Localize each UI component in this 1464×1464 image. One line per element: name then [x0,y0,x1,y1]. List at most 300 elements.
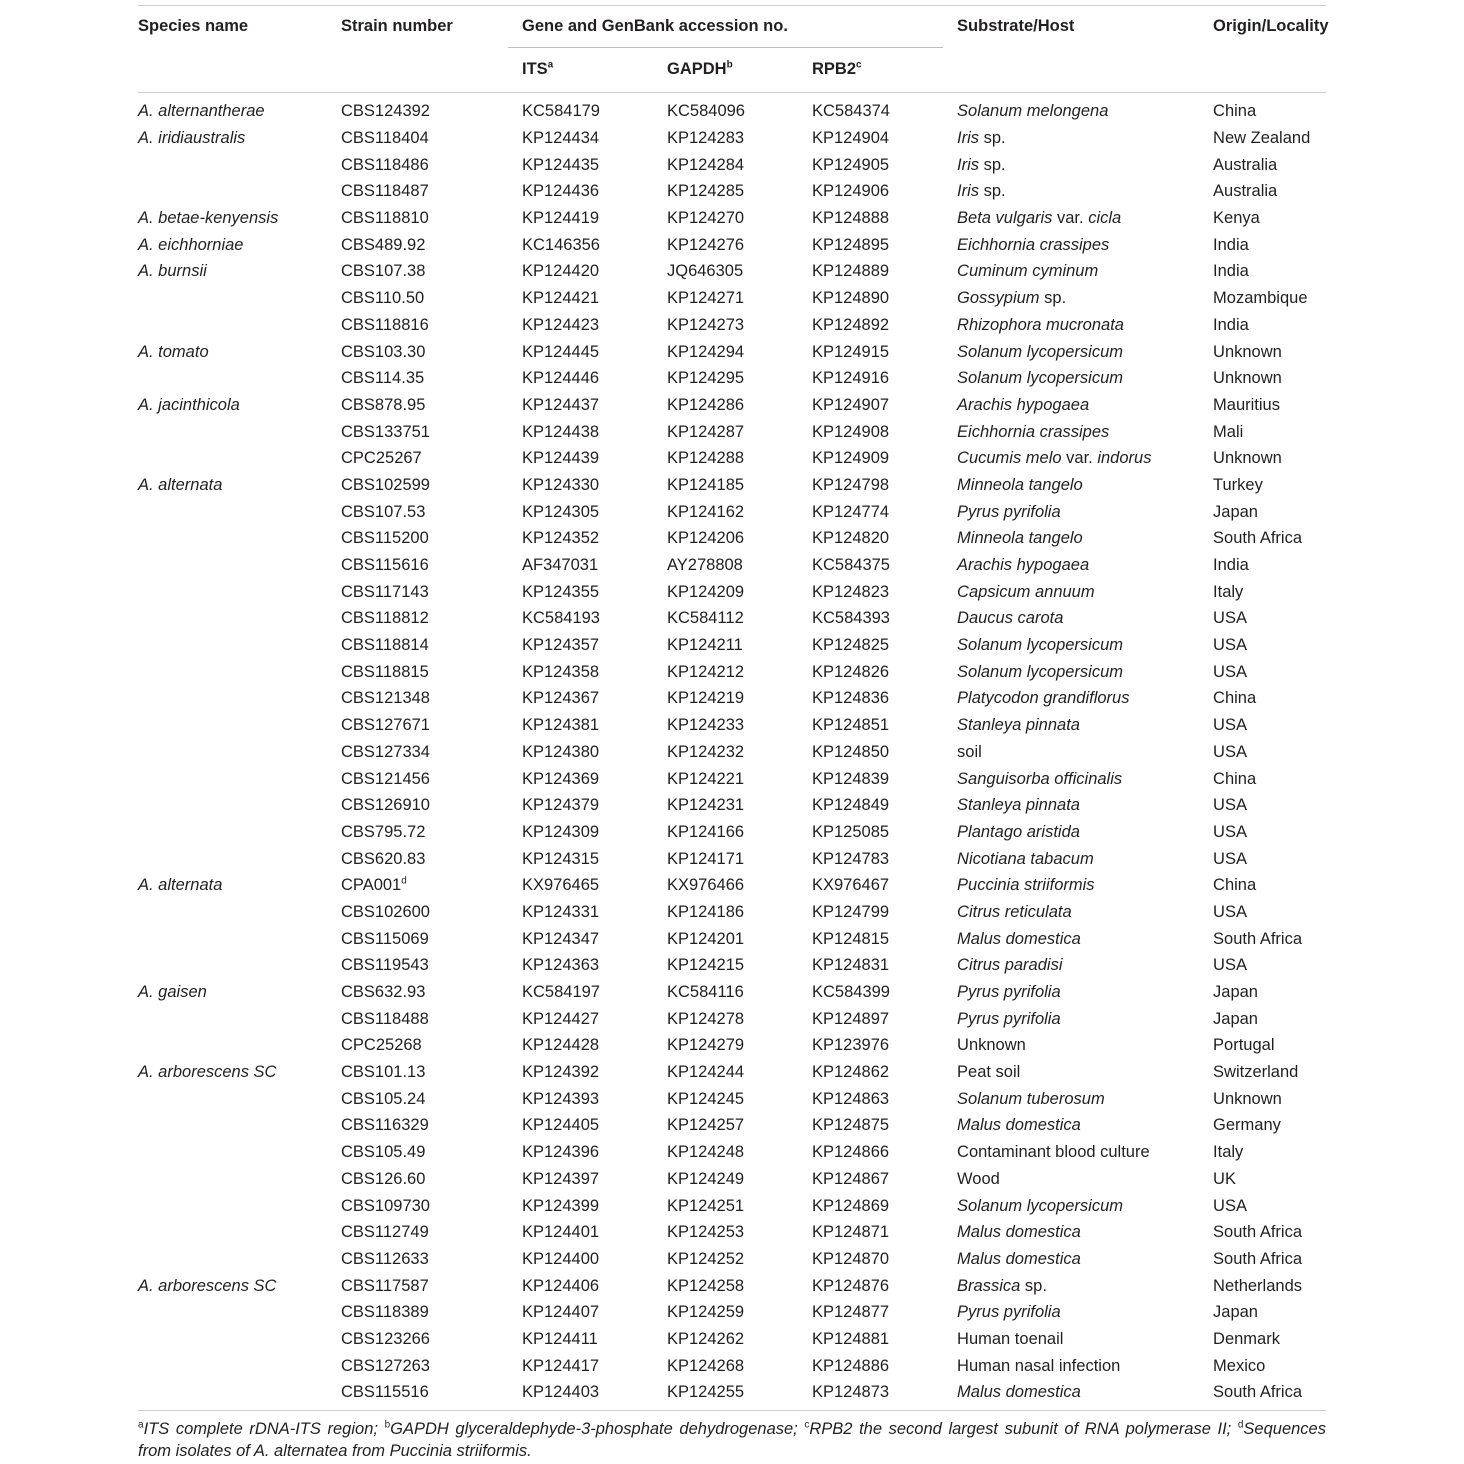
species-cell [138,1166,341,1193]
strain-cell: CBS632.93 [341,983,426,1002]
table-row [138,659,1326,686]
header-strain: Strain number [341,17,453,35]
strain-cell: CBS109730 [341,1196,430,1215]
gapdh-cell: JQ646305 [667,262,744,281]
rpb2-cell: KP124892 [812,315,890,334]
footnote-a-text: ITS complete rDNA-ITS region; [143,1420,385,1438]
table-row [138,1033,1326,1060]
its-cell: KP124419 [522,209,600,228]
species-cell: A. betae-kenyensis [138,209,279,228]
strain-cell: CBS119543 [341,956,429,975]
table-row [138,606,1326,633]
its-cell: KP124381 [522,716,600,735]
its-cell: KP124400 [522,1249,600,1268]
its-cell: KC584197 [522,983,600,1002]
header-blank-origin [1199,48,1326,92]
table-footnote [138,1418,1326,1462]
origin-cell: USA [1213,796,1247,815]
table-row [138,1059,1326,1086]
substrate-cell: Citrus reticulata [957,902,1072,921]
species-cell [138,152,341,179]
gapdh-cell: KP124288 [667,449,745,468]
gapdh-cell: KP124273 [667,315,745,334]
table-row [138,419,1326,446]
strain-cell: CBS102599 [341,475,430,494]
table-row [138,872,1326,899]
origin-cell: Germany [1213,1116,1281,1135]
strain-cell: CBS118488 [341,1009,429,1028]
species-cell [138,712,341,739]
table-row [138,1113,1326,1140]
origin-cell: New Zealand [1213,129,1311,148]
table-row [138,686,1326,713]
rpb2-cell: KP124904 [812,129,890,148]
its-cell: KP124309 [522,822,600,841]
origin-cell: Unknown [1213,449,1282,468]
origin-cell: South Africa [1213,1223,1303,1242]
substrate-cell: Plantago aristida [957,822,1080,841]
strain-cell: CBS878.95 [341,395,426,414]
origin-cell: Unknown [1213,342,1282,361]
species-cell [138,285,341,312]
substrate-cell: Eichhornia crassipes [957,422,1110,441]
strain-cell: CBS117587 [341,1276,429,1295]
strain-cell: CBS115069 [341,929,429,948]
table-row [138,899,1326,926]
table-row [138,125,1326,152]
gapdh-cell: KP124286 [667,395,745,414]
table-row [138,285,1326,312]
its-cell: KP124428 [522,1036,600,1055]
strain-cell: CBS115200 [341,529,429,548]
strain-cell: CBS110.50 [341,289,425,308]
species-cell [138,606,341,633]
substrate-cell: Brassica sp. [957,1276,1047,1295]
gapdh-cell: KP124171 [667,849,745,868]
gapdh-cell: KP124244 [667,1063,745,1082]
substrate-cell: Platycodon grandiflorus [957,689,1130,708]
substrate-cell: Pyrus pyrifolia [957,1009,1061,1028]
species-cell [138,819,341,846]
origin-cell: Japan [1213,1303,1258,1322]
footnote-b-marker: b [384,1419,391,1431]
its-cell: KP124358 [522,662,600,681]
gapdh-cell: KP124209 [667,582,745,601]
strain-cell: CBS127334 [341,742,430,761]
rpb2-cell: KP124836 [812,689,890,708]
its-cell: KP124406 [522,1276,600,1295]
gapdh-cell: KP124221 [667,769,745,788]
gapdh-cell: KP124219 [667,689,745,708]
strain-cell: CBS121348 [341,689,430,708]
rpb2-cell: KP124890 [812,289,890,308]
table-body [138,92,1326,1406]
its-cell: KP124357 [522,636,600,655]
its-cell: KP124435 [522,155,600,174]
header-blank-strain [341,48,508,92]
strain-cell: CBS123266 [341,1329,430,1348]
table-row [138,792,1326,819]
species-cell [138,766,341,793]
gapdh-cell: KP124271 [667,289,745,308]
rpb2-cell: KP124895 [812,235,890,254]
species-cell: A. alternata [138,475,223,494]
origin-cell: Unknown [1213,1089,1282,1108]
origin-cell: China [1213,769,1257,788]
origin-cell: USA [1213,956,1247,975]
gapdh-cell: KP124284 [667,155,745,174]
rpb2-cell: KP124906 [812,182,890,201]
origin-cell: Denmark [1213,1329,1280,1348]
origin-cell: South Africa [1213,1383,1303,1402]
strain-cell: CBS115516 [341,1383,429,1402]
strain-cell: CBS124392 [341,102,430,121]
substrate-cell: Solanum lycopersicum [957,369,1124,388]
its-cell: KP124355 [522,582,600,601]
origin-cell: UK [1213,1169,1236,1188]
its-cell: KP124315 [522,849,600,868]
origin-cell: Turkey [1213,475,1263,494]
gapdh-cell: KP124253 [667,1223,745,1242]
rpb2-cell: KP124826 [812,662,890,681]
strain-cell: CBS107.38 [341,262,426,281]
its-cell: KP124330 [522,475,600,494]
species-cell [138,1219,341,1246]
its-cell: KP124352 [522,529,600,548]
rpb2-cell: KP124850 [812,742,890,761]
its-cell: KP124347 [522,929,600,948]
its-cell: KP124434 [522,129,600,148]
gapdh-cell: KP124162 [667,502,745,521]
substrate-cell: Cuminum cyminum [957,262,1099,281]
species-cell: A. arborescens SC [138,1276,277,1295]
its-cell: KP124445 [522,342,600,361]
strain-cell: CBS127671 [341,716,430,735]
species-cell [138,953,341,980]
origin-cell: Japan [1213,502,1258,521]
origin-cell: USA [1213,849,1247,868]
strain-cell: CBS102600 [341,902,430,921]
gapdh-cell: KP124201 [667,929,745,948]
rpb2-cell: KP124831 [812,956,890,975]
footnote-a-marker: a [138,1419,144,1431]
its-cell: KP124427 [522,1009,600,1028]
table-row [138,1006,1326,1033]
strain-cell: CBS118487 [341,182,429,201]
gapdh-cell: KP124252 [667,1249,745,1268]
table-row [138,739,1326,766]
rpb2-cell: KP124862 [812,1063,890,1082]
strain-cell: CBS127263 [341,1356,430,1375]
substrate-cell: Capsicum annuum [957,582,1095,601]
species-cell [138,579,341,606]
substrate-cell: Sanguisorba officinalis [957,769,1123,788]
its-cell: KP124423 [522,315,600,334]
origin-cell: USA [1213,609,1247,628]
gapdh-cell: KP124212 [667,662,745,681]
origin-cell: India [1213,235,1249,254]
table-row [138,1139,1326,1166]
substrate-cell: Solanum tuberosum [957,1089,1105,1108]
table-row [138,312,1326,339]
species-cell [138,632,341,659]
species-cell [138,1353,341,1380]
substrate-cell: Malus domestica [957,929,1081,948]
species-cell [138,1006,341,1033]
origin-cell: Mexico [1213,1356,1266,1375]
substrate-cell: Malus domestica [957,1249,1081,1268]
strain-cell: CBS118810 [341,209,429,228]
gapdh-cell: KP124257 [667,1116,745,1135]
strain-cell: CBS118404 [341,129,429,148]
rpb2-cell: KP124876 [812,1276,890,1295]
table-row [138,152,1326,179]
header-origin: Origin/Locality [1213,17,1329,35]
substrate-cell: Unknown [957,1036,1026,1055]
species-cell [138,1193,341,1220]
table-row [138,1273,1326,1300]
rpb2-cell: KP124799 [812,902,890,921]
gapdh-cell: KP124283 [667,129,745,148]
species-cell [138,419,341,446]
strain-cell: CBS489.92 [341,235,426,254]
substrate-cell: Malus domestica [957,1116,1081,1135]
its-cell: KP124437 [522,395,600,414]
strain-cell: CBS105.24 [341,1089,426,1108]
rpb2-cell: KP124867 [812,1169,890,1188]
table-row [138,579,1326,606]
table-row [138,1380,1326,1407]
rpb2-cell: KP124866 [812,1143,890,1162]
strain-cell: CBS795.72 [341,822,426,841]
gapdh-cell: KP124206 [667,529,745,548]
substrate-cell: Human nasal infection [957,1356,1121,1375]
table-row [138,1086,1326,1113]
header-gene-group [508,6,943,48]
table-row [138,472,1326,499]
rpb2-cell: KP124783 [812,849,890,868]
species-cell [138,1033,341,1060]
its-cell: KP124411 [522,1329,598,1348]
substrate-cell: Solanum melongena [957,102,1109,121]
accession-table [138,6,1329,1406]
substrate-cell: Human toenail [957,1329,1064,1348]
species-cell [138,445,341,472]
species-cell [138,499,341,526]
its-cell: AF347031 [522,556,599,575]
substrate-cell: Minneola tangelo [957,475,1083,494]
substrate-cell: Peat soil [957,1063,1021,1082]
gapdh-cell: KX976466 [667,876,745,895]
gapdh-cell: KP124245 [667,1089,745,1108]
substrate-cell: Gossypium sp. [957,289,1067,308]
rpb2-cell: KP124897 [812,1009,890,1028]
rpb2-cell: KP124875 [812,1116,890,1135]
its-cell: KP124417 [522,1356,600,1375]
species-cell: A. tomato [138,342,209,361]
header-its: ITS$^a$ [508,48,653,92]
species-cell [138,1326,341,1353]
its-cell: KC146356 [522,235,600,254]
origin-cell: Mali [1213,422,1244,441]
table-row [138,953,1326,980]
origin-cell: South Africa [1213,1249,1303,1268]
its-cell: KP124420 [522,262,600,281]
rpb2-cell: KP124908 [812,422,890,441]
strain-cell: CBS112749 [341,1223,429,1242]
species-cell: A. gaisen [138,983,207,1002]
strain-cell: CBS118389 [341,1303,429,1322]
origin-cell: China [1213,102,1257,121]
table-row [138,1326,1326,1353]
its-cell: KP124403 [522,1383,600,1402]
species-cell [138,1380,341,1407]
gapdh-cell: KP124262 [667,1329,745,1348]
substrate-cell: Solanum lycopersicum [957,662,1124,681]
table-row [138,232,1326,259]
origin-cell: USA [1213,822,1247,841]
header-rpb2: RPB2$^c$ [798,48,943,92]
origin-cell: China [1213,689,1257,708]
gapdh-cell: KP124211 [667,636,743,655]
species-cell [138,179,341,206]
header-gene-group-label: Gene and GenBank accession no. [522,17,788,35]
table-row [138,499,1326,526]
species-cell [138,1246,341,1273]
its-cell: KP124399 [522,1196,600,1215]
footnote-d-text: Sequences from isolates of A. alternatea from Puccinia striiformis. [138,1420,1326,1460]
substrate-cell: soil [957,742,982,761]
its-cell: KP124436 [522,182,600,201]
rpb2-cell: KP124888 [812,209,890,228]
rpb2-cell: KP124873 [812,1383,890,1402]
origin-cell: Kenya [1213,209,1260,228]
its-cell: KP124369 [522,769,600,788]
origin-cell: Netherlands [1213,1276,1303,1295]
its-cell: KX976465 [522,876,600,895]
rpb2-cell: KP124839 [812,769,890,788]
table-row [138,1166,1326,1193]
table-row [138,766,1326,793]
table-row [138,819,1326,846]
rpb2-cell: KP124909 [812,449,890,468]
rpb2-cell: KP123976 [812,1036,890,1055]
gapdh-cell: KP124294 [667,342,745,361]
species-cell: A. arborescens SC [138,1063,277,1082]
header-its-sup: a [547,59,554,71]
rpb2-cell: KP124881 [812,1329,890,1348]
species-cell: A. alternata [138,876,223,895]
its-cell: KC584193 [522,609,600,628]
table-row [138,846,1326,873]
strain-cell: CBS105.49 [341,1143,426,1162]
substrate-cell: Pyrus pyrifolia [957,983,1061,1002]
strain-cell: CPA001$^d$ [341,875,407,895]
gapdh-cell: KP124186 [667,902,745,921]
table-row [138,445,1326,472]
table-row [138,365,1326,392]
table-row [138,392,1326,419]
rpb2-cell: KC584374 [812,102,890,121]
species-cell: A. iridiaustralis [138,129,246,148]
substrate-cell: Stanleya pinnata [957,796,1080,815]
gapdh-cell: KP124255 [667,1383,745,1402]
its-cell: KP124367 [522,689,600,708]
species-cell: A. eichhorniae [138,235,244,254]
header-blank-species [138,48,341,92]
rpb2-cell: KX976467 [812,876,890,895]
species-cell [138,739,341,766]
strain-cell: CBS112633 [341,1249,429,1268]
rpb2-cell: KP124871 [812,1223,890,1242]
origin-cell: South Africa [1213,529,1303,548]
strain-cell: CBS121456 [341,769,430,788]
rpb2-cell: KP124863 [812,1089,890,1108]
gapdh-cell: KP124287 [667,422,745,441]
rpb2-cell: KP124851 [812,716,890,735]
table-row [138,712,1326,739]
species-cell [138,926,341,953]
header-species: Species name [138,17,249,35]
strain-cell: CBS126.60 [341,1169,426,1188]
its-cell: KP124397 [522,1169,600,1188]
strain-cell: CBS107.53 [341,502,426,521]
substrate-cell: Stanleya pinnata [957,716,1080,735]
rpb2-cell: KP124798 [812,475,890,494]
rpb2-cell: KP124869 [812,1196,890,1215]
species-cell [138,659,341,686]
strain-cell: CBS114.35 [341,369,425,388]
header-gapdh-sup: b [726,59,733,71]
table-row [138,926,1326,953]
substrate-cell: Eichhornia crassipes [957,235,1110,254]
species-cell [138,1139,341,1166]
its-cell: KP124305 [522,502,600,521]
strain-cell: CBS115616 [341,556,429,575]
strain-cell: CBS118816 [341,315,429,334]
substrate-cell: Wood [957,1169,1000,1188]
its-cell: KP124438 [522,422,600,441]
gapdh-cell: KP124276 [667,235,745,254]
substrate-cell: Malus domestica [957,1223,1081,1242]
origin-cell: Australia [1213,155,1278,174]
substrate-cell: Iris sp. [957,129,1006,148]
its-cell: KP124363 [522,956,600,975]
substrate-cell: Cucumis melo var. indorus [957,449,1152,468]
its-cell: KC584179 [522,102,600,121]
origin-cell: Mozambique [1213,289,1308,308]
gapdh-cell: KC584096 [667,102,745,121]
strain-cell: CBS117143 [341,582,429,601]
species-cell [138,846,341,873]
gapdh-cell: KP124278 [667,1009,745,1028]
substrate-cell: Beta vulgaris var. cicla [957,209,1122,228]
rpb2-cell: KC584393 [812,609,890,628]
its-cell: KP124439 [522,449,600,468]
table-row [138,179,1326,206]
rpb2-cell: KP124889 [812,262,890,281]
substrate-cell: Pyrus pyrifolia [957,502,1061,521]
rpb2-cell: KP124886 [812,1356,890,1375]
its-cell: KP124446 [522,369,600,388]
origin-cell: USA [1213,662,1247,681]
substrate-cell: Pyrus pyrifolia [957,1303,1061,1322]
substrate-cell: Arachis hypogaea [957,556,1090,575]
rpb2-cell: KP124815 [812,929,890,948]
rpb2-cell: KP124907 [812,395,890,414]
substrate-cell: Citrus paradisi [957,956,1063,975]
its-cell: KP124401 [522,1223,600,1242]
